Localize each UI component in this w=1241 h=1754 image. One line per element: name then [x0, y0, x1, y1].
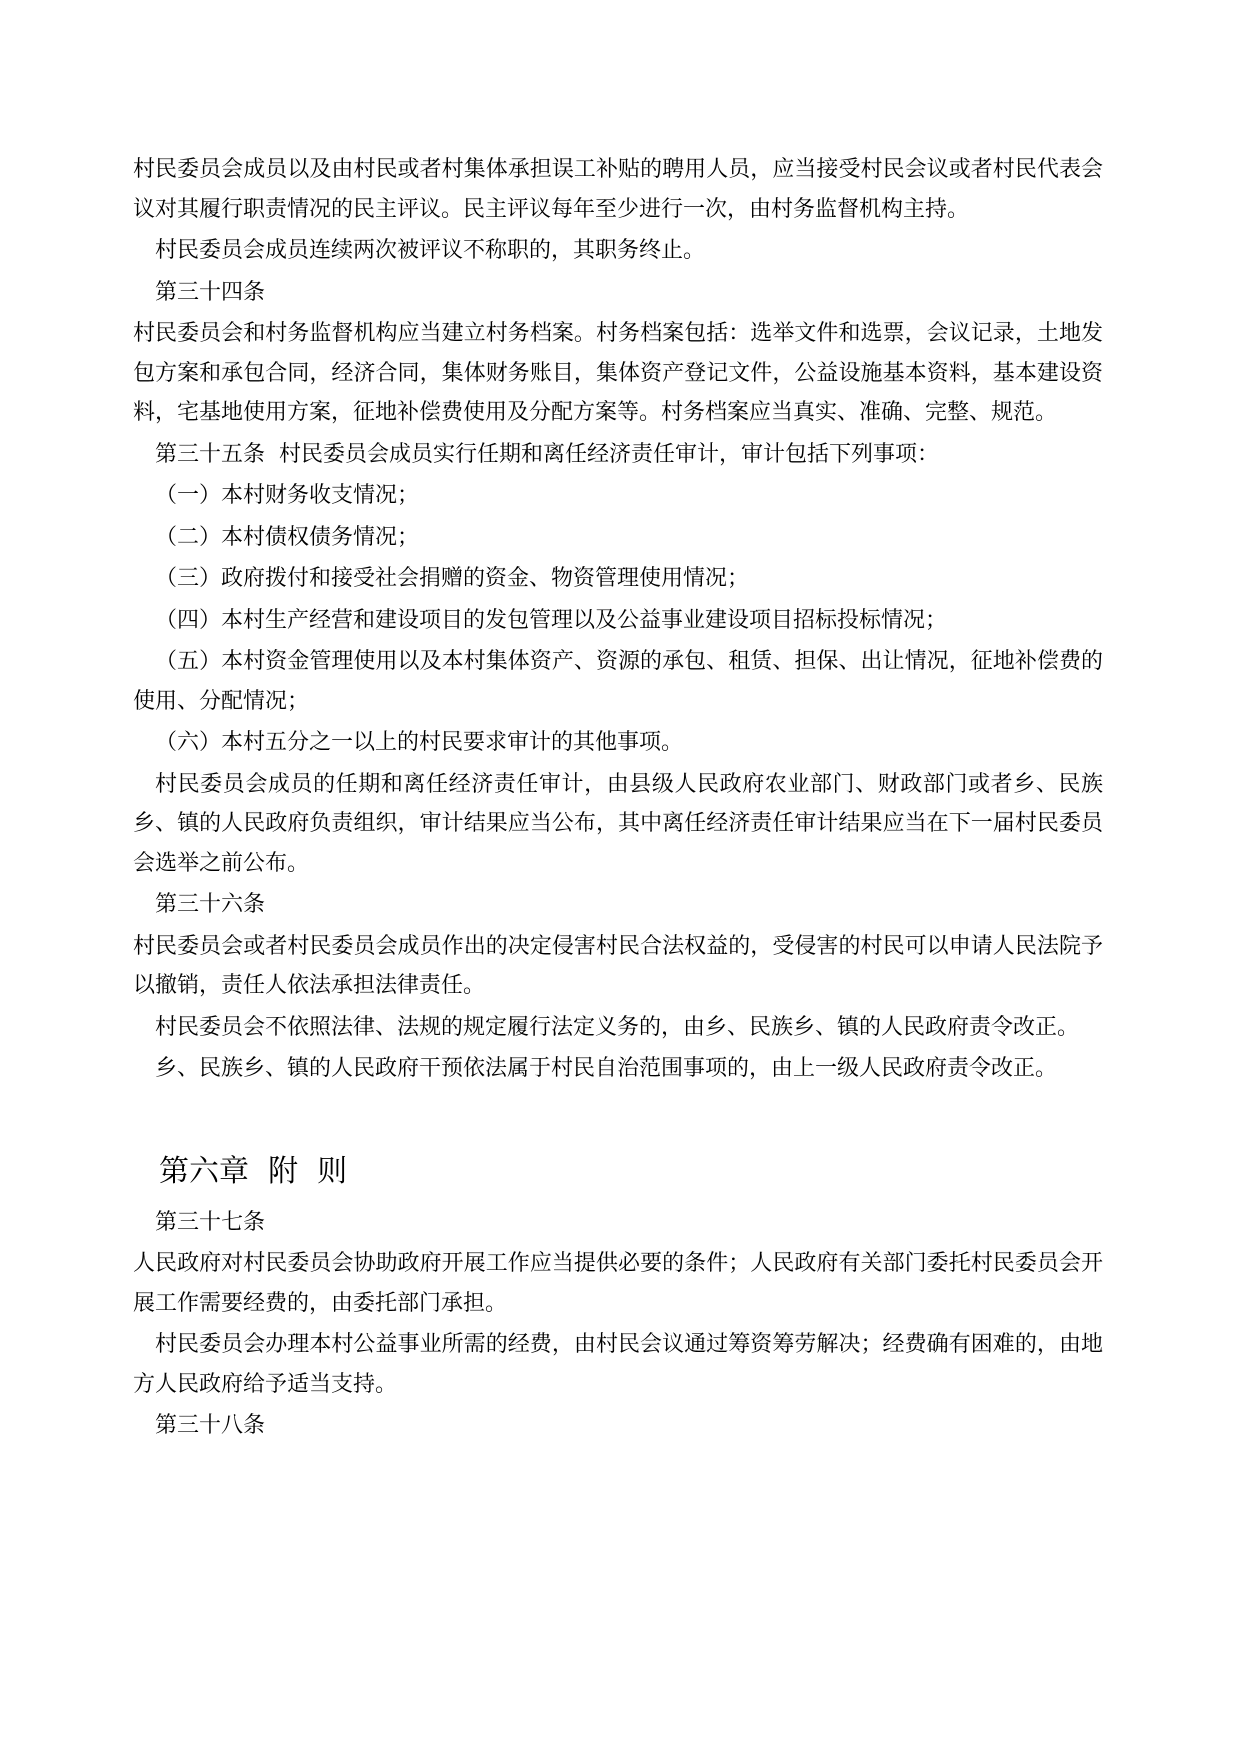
list-item-3: （三）政府拨付和接受社会捐赠的资金、物资管理使用情况；	[155, 566, 750, 591]
paragraph-p18: 人民政府对村民委员会协助政府开展工作应当提供必要的条件；人民政府有关部门委托村民委员会开展工作需要经费的，由委托部门承担。	[133, 1251, 1103, 1316]
paragraph-p4: 村民委员会和村务监督机构应当建立村务档案。村务档案包括：选举文件和选票，会议记录，土地发包方案和承包合同，经济合同，集体财务账目，集体资产登记文件，公益设施基本资料，基本建设资料，宅基地使用方案，征地补偿费使用及分配方案等。村务档案应当真实、准确、完整、规范。	[133, 321, 1103, 425]
section-part2	[133, 1203, 1103, 1446]
article-heading-36: 第三十六条	[155, 892, 266, 917]
list-item-1: （一）本村财务收支情况；	[155, 483, 420, 508]
paragraph-p14: 村民委员会或者村民委员会成员作出的决定侵害村民合法权益的，受侵害的村民可以申请人民法院予以撤销，责任人依法承担法律责任。	[133, 933, 1103, 998]
article-heading-34: 第三十四条	[155, 279, 266, 305]
chapter-heading: 第六章 附 则	[159, 1153, 348, 1189]
list-item-6: （六）本村五分之一以上的村民要求审计的其他事项。	[155, 730, 684, 755]
paragraph-p19: 村民委员会办理本村公益事业所需的经费，由村民会议通过筹资筹劳解决；经费确有困难的，由地方人民政府给予适当支持。	[133, 1332, 1103, 1397]
article-heading-37: 第三十七条	[155, 1209, 266, 1235]
paragraph-p12: 村民委员会成员的任期和离任经济责任审计，由县级人民政府农业部门、财政部门或者乡、民族乡、镇的人民政府负责组织，审计结果应当公布，其中离任经济责任审计结果应当在下一届村民委员会选举之前公布。	[133, 771, 1103, 876]
paragraph-p16: 乡、民族乡、镇的人民政府干预依法属于村民自治范围事项的，由上一级人民政府责令改正。	[155, 1056, 1058, 1081]
article-heading-38: 第三十八条	[155, 1413, 266, 1438]
document-page	[133, 150, 1103, 1446]
section-part1	[133, 150, 1103, 1089]
article-heading-35: 第三十五条 村民委员会成员实行任期和离任经济责任审计，审计包括下列事项：	[155, 441, 939, 467]
paragraph-p15: 村民委员会不依照法律、法规的规定履行法定义务的，由乡、民族乡、镇的人民政府责令改正。	[155, 1014, 1080, 1040]
paragraph-p2: 村民委员会成员连续两次被评议不称职的，其职务终止。	[155, 238, 706, 263]
list-item-4: （四）本村生产经营和建设项目的发包管理以及公益事业建设项目招标投标情况；	[155, 607, 948, 633]
list-item-5: （五）本村资金管理使用以及本村集体资产、资源的承包、租赁、担保、出让情况，征地补偿费的使用、分配情况；	[133, 649, 1103, 714]
list-item-2: （二）本村债权债务情况；	[155, 524, 420, 550]
paragraph-p1: 村民委员会成员以及由村民或者村集体承担误工补贴的聘用人员，应当接受村民会议或者村民代表会议对其履行职责情况的民主评议。民主评议每年至少进行一次，由村务监督机构主持。	[133, 157, 1103, 222]
